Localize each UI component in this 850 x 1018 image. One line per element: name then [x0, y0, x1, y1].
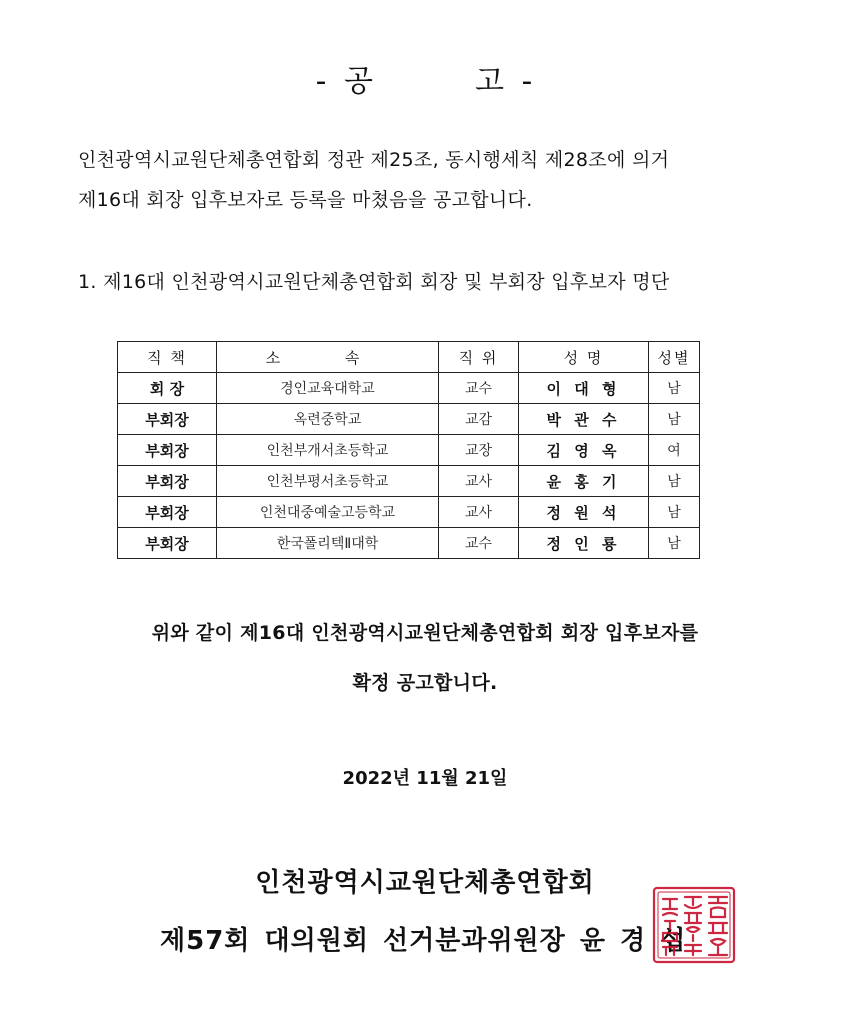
cell-name: 정 원 석	[519, 497, 649, 528]
cell-affiliation: 인천대중예술고등학교	[217, 497, 439, 528]
cell-title: 교장	[439, 435, 519, 466]
cell-position: 부회장	[118, 497, 217, 528]
cell-affiliation: 경인교육대학교	[217, 373, 439, 404]
signer-line: 제57회 대의원회 선거분과위원장 윤 경 섭	[160, 926, 687, 956]
candidate-table	[117, 341, 700, 559]
table-row	[118, 404, 700, 435]
confirm-line-1: 위와 같이 제16대 인천광역시교원단체총연합회 회장 입후보자를	[151, 622, 699, 644]
header-title: 직 위	[439, 342, 519, 373]
intro-line-1: 인천광역시교원단체총연합회 정관 제25조, 동시행세칙 제28조에 의거	[78, 149, 670, 171]
cell-gender: 남	[649, 373, 700, 404]
cell-title: 교감	[439, 404, 519, 435]
confirmation-statement	[0, 608, 850, 708]
cell-affiliation: 인천부평서초등학교	[217, 466, 439, 497]
header-position: 직 책	[118, 342, 217, 373]
table-row	[118, 466, 700, 497]
cell-name: 정 인 룡	[519, 528, 649, 559]
section-heading: 1. 제16대 인천광역시교원단체총연합회 회장 및 부회장 입후보자 명단	[78, 271, 670, 293]
table-row	[118, 497, 700, 528]
cell-name: 박 관 수	[519, 404, 649, 435]
table-header-row	[118, 342, 700, 373]
header-gender: 성별	[649, 342, 700, 373]
header-name: 성 명	[519, 342, 649, 373]
cell-name: 윤 홍 기	[519, 466, 649, 497]
intro-line-2: 제16대 회장 입후보자로 등록을 마쳤음을 공고합니다.	[78, 189, 533, 211]
cell-position: 부회장	[118, 528, 217, 559]
table-row	[118, 373, 700, 404]
cell-title: 교수	[439, 373, 519, 404]
cell-name: 김 영 옥	[519, 435, 649, 466]
organization-name: 인천광역시교원단체총연합회	[255, 868, 595, 898]
cell-affiliation: 인천부개서초등학교	[217, 435, 439, 466]
cell-gender: 남	[649, 404, 700, 435]
cell-title: 교사	[439, 497, 519, 528]
cell-gender: 여	[649, 435, 700, 466]
cell-position: 회 장	[118, 373, 217, 404]
intro-paragraph	[78, 140, 669, 220]
issue-date: 2022년 11월 21일	[342, 768, 508, 789]
cell-affiliation: 옥련중학교	[217, 404, 439, 435]
cell-position: 부회장	[118, 466, 217, 497]
cell-gender: 남	[649, 466, 700, 497]
cell-affiliation: 한국폴리텍Ⅱ대학	[217, 528, 439, 559]
confirm-line-2: 확정 공고합니다.	[352, 672, 498, 694]
document-title	[0, 56, 850, 100]
header-affiliation: 소 속	[217, 342, 439, 373]
title-right: 고 -	[475, 64, 535, 99]
cell-position: 부회장	[118, 435, 217, 466]
cell-title: 교수	[439, 528, 519, 559]
cell-name: 이 대 형	[519, 373, 649, 404]
cell-gender: 남	[649, 497, 700, 528]
cell-position: 부회장	[118, 404, 217, 435]
official-seal-stamp	[651, 885, 737, 965]
cell-title: 교사	[439, 466, 519, 497]
seal-icon	[651, 885, 737, 965]
title-left: - 공	[315, 64, 375, 99]
cell-gender: 남	[649, 528, 700, 559]
table-row	[118, 435, 700, 466]
table-row	[118, 528, 700, 559]
